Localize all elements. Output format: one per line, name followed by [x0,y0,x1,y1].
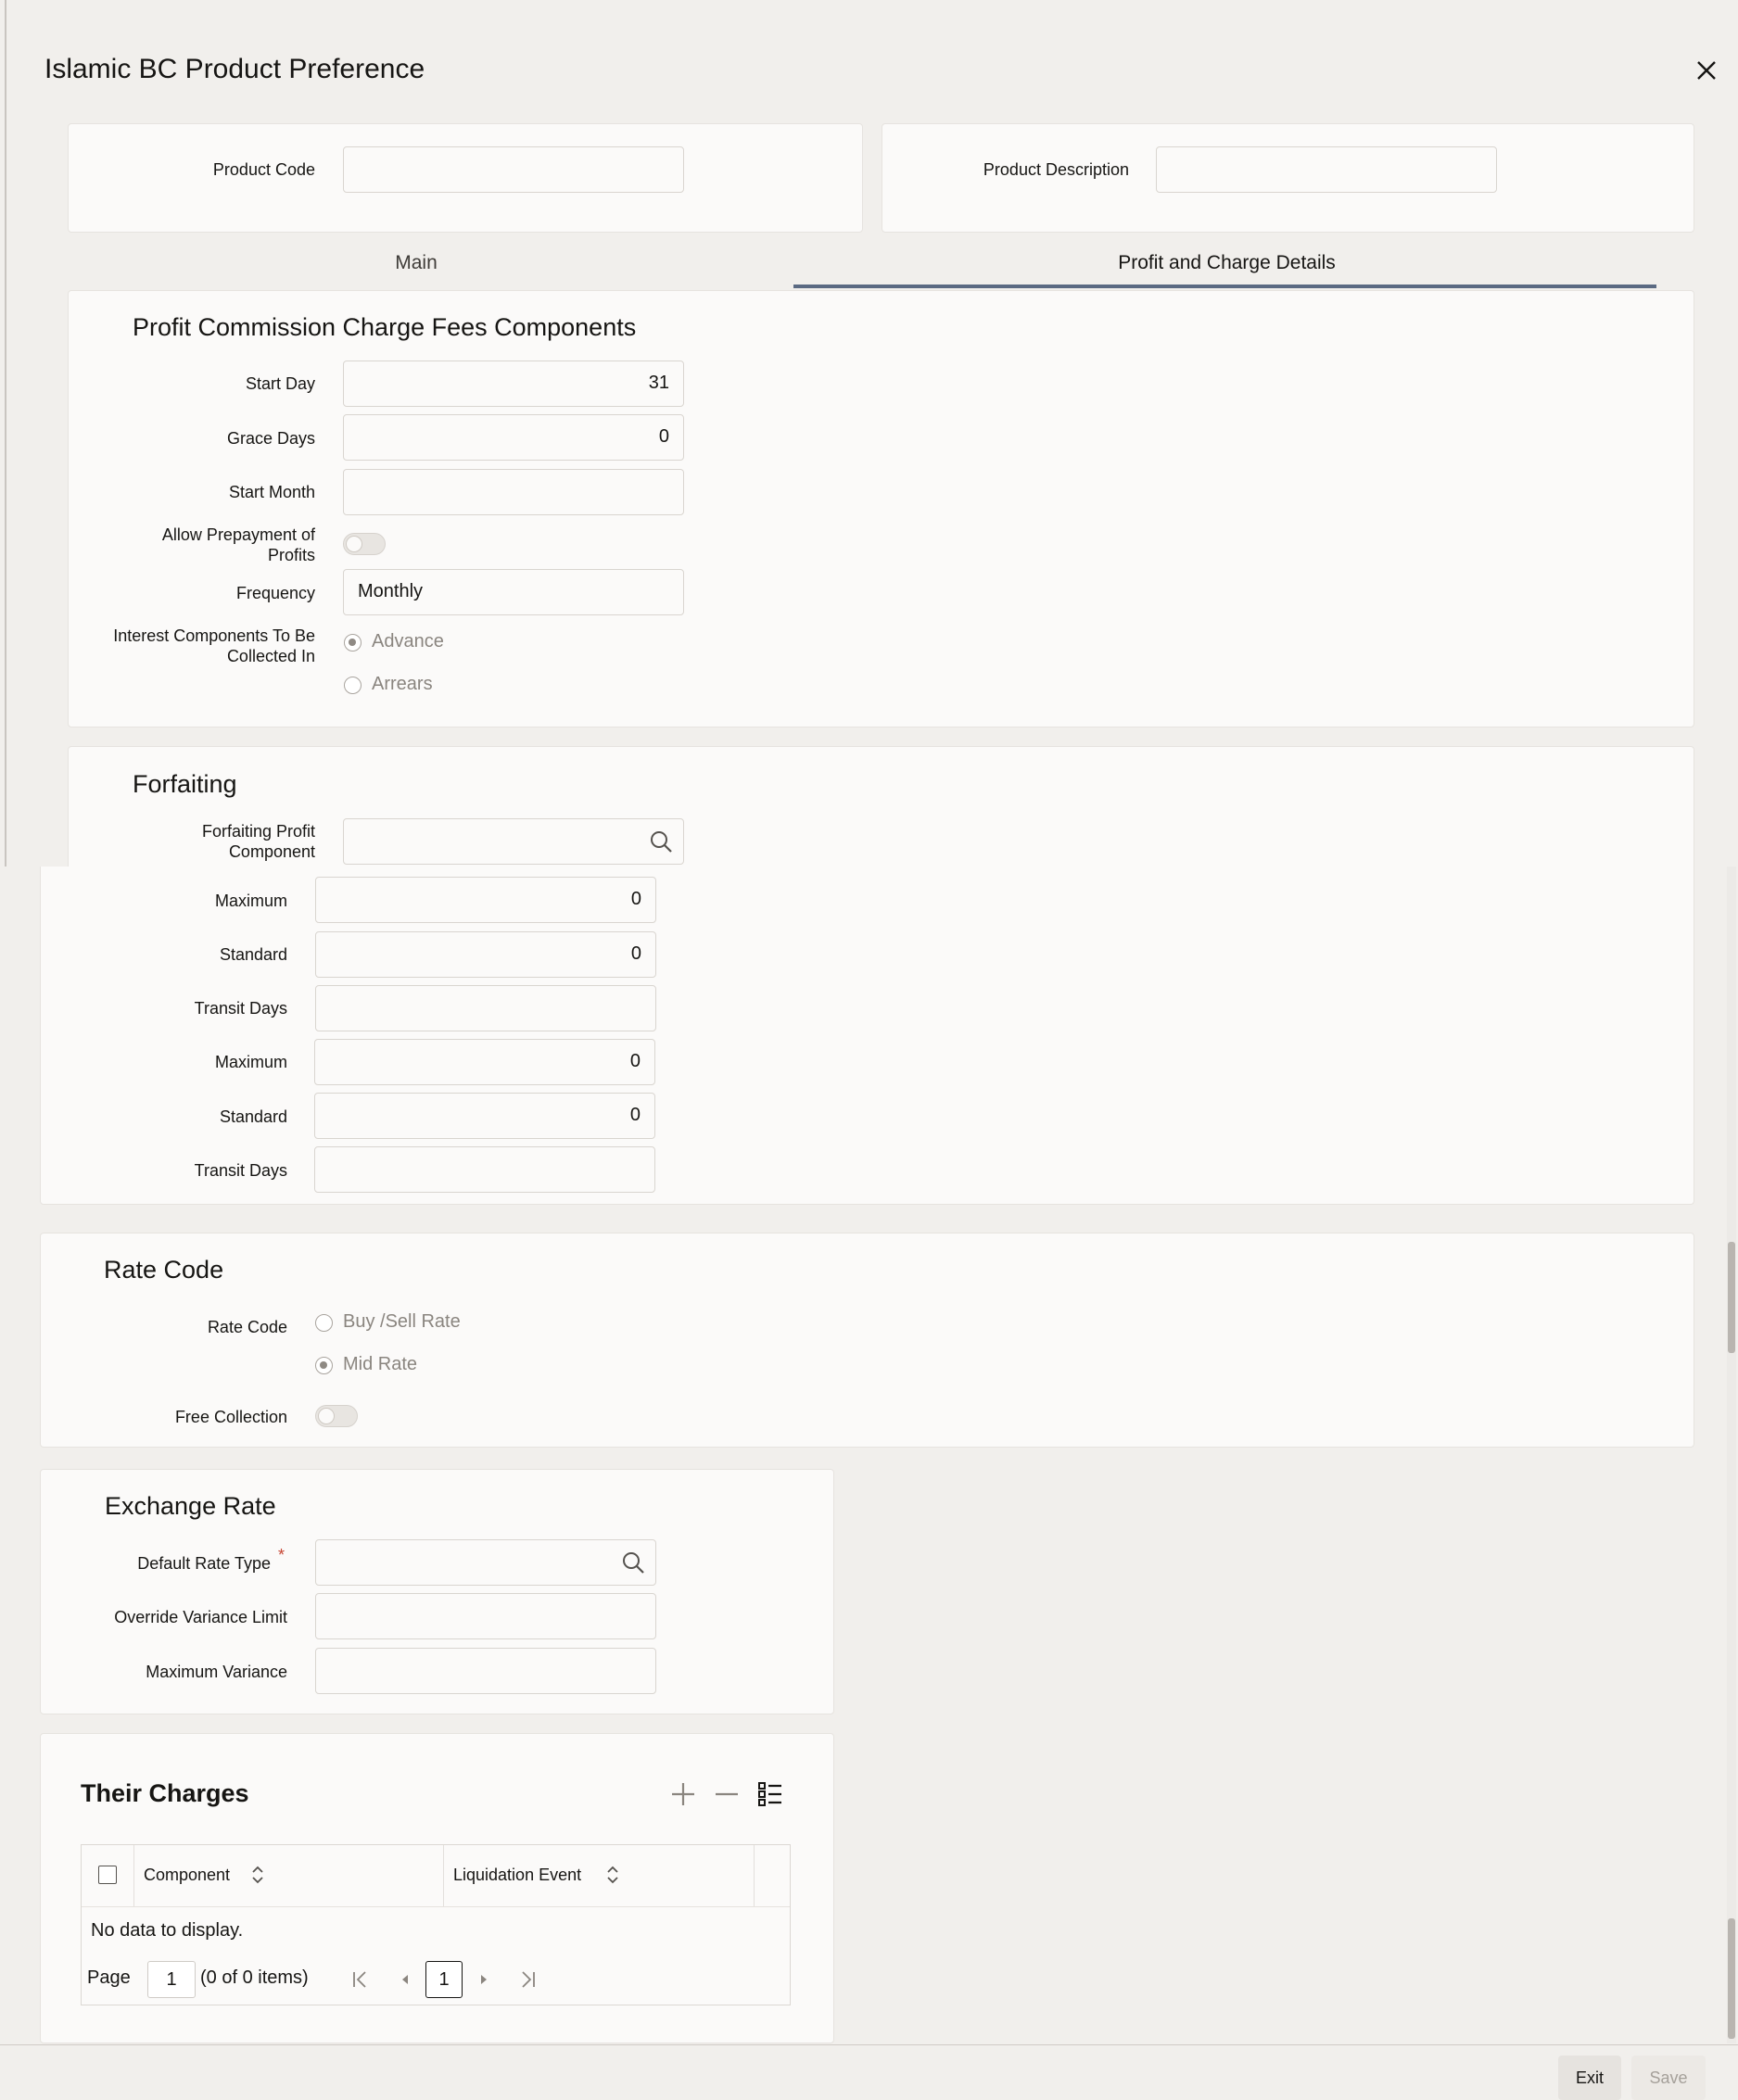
rate-code-panel [40,1233,1694,1448]
arrears-radio[interactable] [344,677,362,694]
transit-days2-label: Transit Days [194,1161,287,1180]
column-header-liquidation-event[interactable]: Liquidation Event [453,1866,582,1884]
required-indicator: * [278,1546,285,1564]
grid-header-divider-1 [133,1845,134,1906]
start-day-input[interactable]: 31 [343,361,684,407]
standard2-input[interactable]: 0 [314,1093,655,1139]
scrollbar-track[interactable] [1727,867,1736,2043]
product-description-label: Product Description [983,160,1129,179]
buy-sell-rate-radio[interactable] [315,1314,333,1332]
close-icon[interactable] [1694,57,1719,83]
delete-row-icon[interactable] [713,1780,741,1808]
save-button[interactable]: Save [1631,2056,1706,2100]
start-month-input[interactable] [343,469,684,515]
product-code-input[interactable] [343,146,684,193]
grid-header-divider-3 [754,1845,755,1906]
scrollbar-thumb-lower[interactable] [1728,1918,1735,2039]
next-page-icon[interactable] [476,1972,491,1987]
product-description-input[interactable] [1156,146,1497,193]
last-page-icon[interactable] [517,1969,538,1990]
standard-input[interactable]: 0 [315,931,656,978]
free-collection-toggle[interactable] [315,1405,358,1427]
arrears-radio-label: Arrears [372,674,433,694]
standard2-label: Standard [219,1107,287,1126]
current-page-button[interactable]: 1 [425,1961,463,1998]
select-all-checkbox[interactable] [98,1866,117,1884]
mid-rate-radio[interactable] [315,1357,333,1374]
grid-header-divider-2 [443,1845,444,1906]
first-page-icon[interactable] [350,1969,371,1990]
tab-active-underline [793,285,1656,288]
override-variance-input[interactable] [315,1593,656,1639]
rate-code-title: Rate Code [104,1256,224,1284]
tab-main[interactable]: Main [395,252,438,273]
window-left-edge [5,0,6,867]
previous-page-icon[interactable] [398,1972,412,1987]
buy-sell-rate-label: Buy /Sell Rate [343,1311,461,1332]
exit-button[interactable]: Exit [1558,2056,1621,2100]
footer-divider [0,2044,1738,2045]
column-header-component[interactable]: Component [144,1866,231,1884]
interest-collected-label-line2: Collected In [226,647,315,665]
exchange-rate-title: Exchange Rate [105,1492,276,1520]
scrollbar-thumb[interactable] [1728,1242,1735,1353]
start-month-label: Start Month [228,483,315,501]
page-label: Page [87,1967,131,1988]
allow-prepayment-label-line2: Profits [267,546,315,564]
sort-icon[interactable] [250,1865,265,1885]
allow-prepayment-toggle[interactable] [343,533,386,555]
advance-radio-label: Advance [372,631,444,652]
forfaiting-component-label-line1: Forfaiting Profit [201,822,315,841]
add-row-icon[interactable] [669,1780,697,1808]
grace-days-input[interactable]: 0 [343,414,684,461]
transit-days2-input[interactable] [314,1146,655,1193]
forfaiting-title: Forfaiting [133,770,237,798]
start-day-label: Start Day [245,374,315,393]
mid-rate-label: Mid Rate [343,1354,418,1374]
grace-days-label: Grace Days [226,429,315,448]
single-record-view-icon[interactable] [756,1780,784,1808]
override-variance-label: Override Variance Limit [114,1608,287,1626]
forfaiting-panel-lower [40,867,1694,1205]
standard-label: Standard [219,945,287,964]
allow-prepayment-label-line1: Allow Prepayment of [161,525,315,544]
advance-radio[interactable] [344,634,362,652]
transit-days-label: Transit Days [194,999,287,1018]
empty-grid-message: No data to display. [91,1920,244,1941]
maximum-variance-label: Maximum Variance [146,1663,287,1681]
product-code-label: Product Code [212,160,315,179]
transit-days-input[interactable] [315,985,656,1031]
frequency-select[interactable]: Monthly [343,569,684,615]
items-count: (0 of 0 items) [200,1967,309,1988]
default-rate-type-label: Default Rate Type [137,1554,271,1573]
forfaiting-component-label-line2: Component [228,842,315,861]
profit-section-title: Profit Commission Charge Fees Components [133,313,637,341]
maximum2-label: Maximum [214,1053,287,1071]
page-title: Islamic BC Product Preference [44,54,425,84]
search-icon[interactable] [620,1550,646,1575]
maximum-label: Maximum [214,892,287,910]
frequency-label: Frequency [235,584,315,602]
sort-icon[interactable] [605,1865,620,1885]
page-number-input[interactable]: 1 [147,1961,196,1998]
rate-code-label: Rate Code [207,1318,287,1336]
default-rate-type-input[interactable] [315,1539,656,1586]
maximum-variance-input[interactable] [315,1648,656,1694]
interest-collected-label-line1: Interest Components To Be [113,626,315,645]
search-icon[interactable] [648,829,674,854]
forfaiting-component-input[interactable] [343,818,684,865]
maximum2-input[interactable]: 0 [314,1039,655,1085]
tab-profit-and-charge-details[interactable]: Profit and Charge Details [1118,252,1336,273]
free-collection-label: Free Collection [174,1408,287,1426]
their-charges-title: Their Charges [81,1779,249,1807]
maximum-input[interactable]: 0 [315,877,656,923]
